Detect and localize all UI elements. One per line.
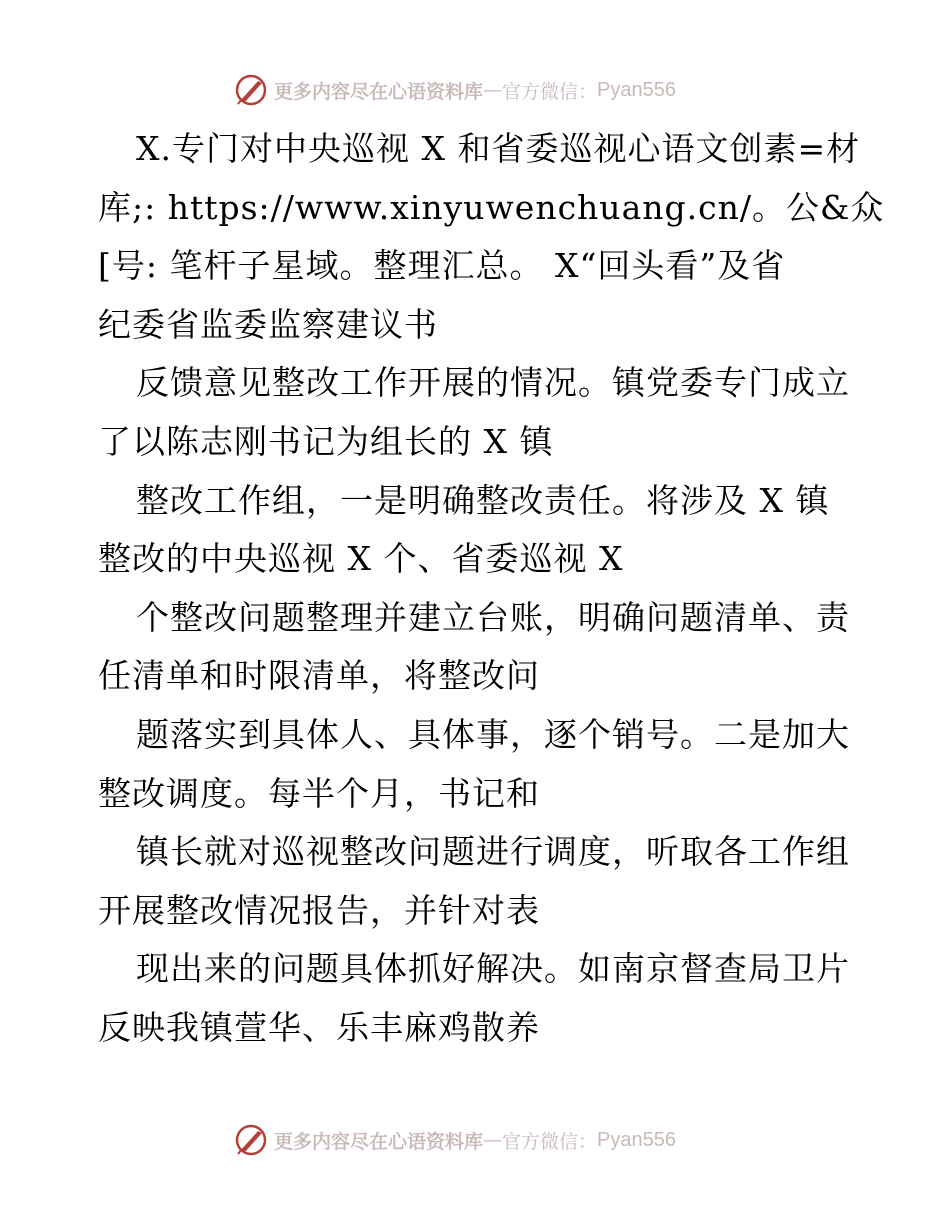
body-line: 个整改问题整理并建立台账，明确问题清单、责 [136, 597, 850, 637]
body-line: 库;: https://www.xinyuwenchuang.cn/。公&众 [98, 187, 885, 227]
watermark-dash: — [483, 1129, 503, 1151]
body-line: 整改工作组，一是明确整改责任。将涉及 X 镇 [136, 480, 830, 520]
body-line: 反映我镇萱华、乐丰麻鸡散养 [98, 1007, 540, 1047]
watermark-main-text: 更多内容尽在心语资料库 [274, 1130, 484, 1153]
watermark-wechat-label: 官方微信： [502, 80, 598, 103]
document-body [98, 120, 885, 1058]
body-line: 纪委省监委监察建议书 [98, 304, 438, 344]
quill-pen-logo-icon [234, 1123, 268, 1157]
body-line: 现出来的问题具体抓好解决。如南京督查局卫片 [136, 949, 850, 989]
watermark-main-text: 更多内容尽在心语资料库 [274, 80, 484, 103]
body-line: 反馈意见整改工作开展的情况。镇党委专门成立 [136, 363, 850, 403]
watermark-dash: — [483, 79, 503, 101]
body-line: 开展整改情况报告，并针对表 [98, 890, 540, 930]
quill-pen-logo-icon [234, 73, 268, 107]
body-line: [号: 笔杆子星域。整理汇总。 X“回头看”及省 [98, 246, 786, 286]
header-watermark-banner [234, 70, 676, 110]
watermark-wechat-label: 官方微信： [502, 1130, 598, 1153]
footer-watermark-banner [234, 1120, 676, 1160]
body-line: 整改调度。每半个月，书记和 [98, 773, 540, 813]
body-line: 镇长就对巡视整改问题进行调度，听取各工作组 [136, 832, 850, 872]
body-line: X.专门对中央巡视 X 和省委巡视心语文创素=材 [136, 129, 861, 168]
body-line: 任清单和时限清单，将整改问 [98, 656, 540, 696]
body-line: 整改的中央巡视 X 个、省委巡视 X [98, 539, 624, 579]
body-line: 题落实到具体人、具体事，逐个销号。二是加大 [136, 714, 850, 754]
watermark-wechat-id: Pyan556 [597, 78, 676, 101]
body-line: 了以陈志刚书记为组长的 X 镇 [98, 421, 554, 461]
watermark-wechat-id: Pyan556 [597, 1128, 676, 1151]
